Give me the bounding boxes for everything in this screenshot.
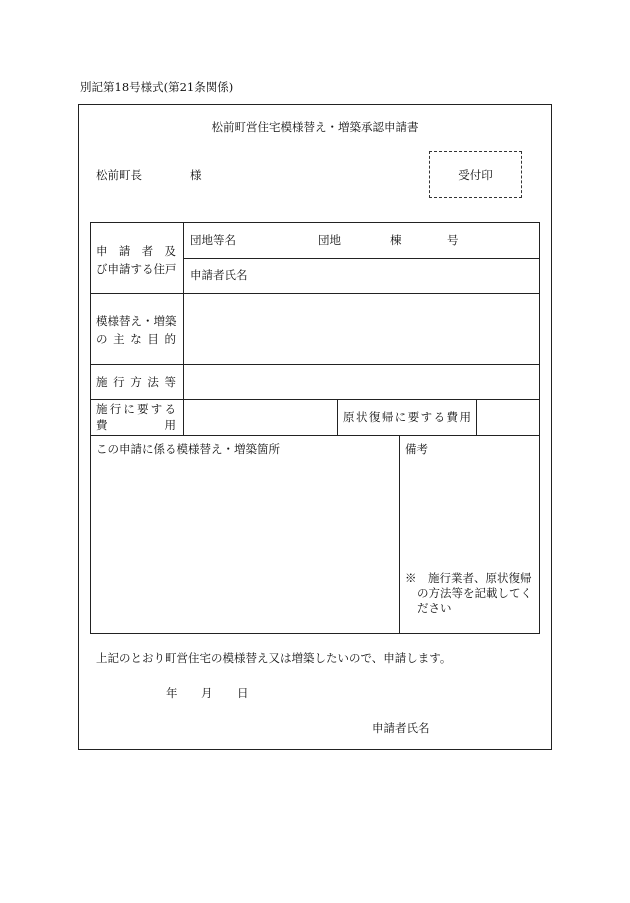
- char: す: [420, 410, 433, 424]
- char: 復: [368, 410, 381, 424]
- table-line: [183, 258, 540, 259]
- applicant-label-line2: び申請する住戸: [96, 262, 177, 276]
- char: 状: [355, 410, 368, 424]
- char: 要: [407, 410, 420, 424]
- char: 行: [109, 402, 122, 416]
- complex-name-label: 団地等名: [190, 233, 236, 247]
- char: 方: [130, 375, 142, 389]
- remarks-label: 備考: [405, 442, 428, 456]
- char: 費: [446, 410, 458, 424]
- table-right-border: [539, 222, 540, 634]
- char: 用: [459, 410, 471, 424]
- date-day: 日: [237, 686, 249, 700]
- char: 主: [113, 332, 125, 346]
- char: 原: [343, 410, 355, 424]
- form-number: 別記第18号様式(第21条関係): [80, 80, 234, 94]
- char: に: [123, 402, 135, 416]
- char: 及: [164, 244, 176, 258]
- char: に: [394, 410, 407, 424]
- addressee-honorific: 様: [190, 168, 202, 182]
- table-line: [183, 222, 184, 435]
- table-line: [90, 293, 540, 294]
- table-line: [90, 399, 540, 400]
- char: 申: [96, 244, 108, 258]
- char: 要: [137, 402, 149, 416]
- table-line: [90, 435, 540, 436]
- remarks-note-line1: ※ 施行業者、原状復帰: [405, 571, 532, 585]
- purpose-label-line1: 模様替え・増築: [96, 314, 177, 328]
- table-line: [90, 364, 540, 365]
- table-top-border: [90, 222, 540, 223]
- building-unit: 棟: [390, 233, 402, 247]
- char: 帰: [381, 410, 394, 424]
- remarks-note-line3: ださい: [417, 601, 452, 615]
- char: 法: [147, 375, 159, 389]
- applicant-name-label: 申請者氏名: [190, 268, 248, 282]
- form-title: 松前町営住宅模様替え・増築承認申請書: [211, 120, 419, 134]
- char: 施: [96, 402, 108, 416]
- declaration-text: 上記のとおり町営住宅の模様替え又は増築したいので、申請します。: [96, 651, 452, 665]
- char: 行: [113, 375, 125, 389]
- purpose-label-line2: [96, 334, 176, 346]
- char: な: [130, 332, 142, 346]
- applicant-label-line1: [96, 246, 176, 258]
- char: 請: [118, 244, 131, 258]
- char: 等: [164, 375, 176, 389]
- char: 的: [164, 332, 176, 346]
- location-label: この申請に係る模様替え・増築箇所: [96, 442, 280, 456]
- char: 用: [164, 418, 176, 432]
- char: る: [164, 402, 176, 416]
- stamp-label: 受付印: [458, 168, 493, 182]
- addressee-name: 松前町長: [96, 168, 142, 182]
- char: す: [150, 402, 163, 416]
- date-year: 年: [166, 686, 178, 700]
- table-line: [337, 399, 338, 435]
- char: 目: [147, 332, 159, 346]
- restore-cost-label: [343, 412, 471, 424]
- char: 施: [96, 375, 108, 389]
- cost-label-line1: [96, 404, 176, 416]
- remarks-note-line2: の方法等を記載してく: [417, 586, 532, 600]
- room-number-unit: 号: [447, 233, 459, 247]
- method-label: [96, 377, 176, 389]
- char: 者: [141, 244, 154, 258]
- table-left-border: [90, 222, 91, 634]
- char: 費: [96, 418, 108, 432]
- table-line: [399, 435, 400, 633]
- char: の: [96, 332, 108, 346]
- cost-label-line2: [96, 420, 176, 432]
- char: る: [433, 410, 446, 424]
- date-month: 月: [201, 686, 213, 700]
- table-bottom-border: [90, 633, 540, 634]
- table-line: [476, 399, 477, 435]
- complex-unit: 団地: [318, 233, 341, 247]
- signature-label: 申請者氏名: [372, 721, 430, 735]
